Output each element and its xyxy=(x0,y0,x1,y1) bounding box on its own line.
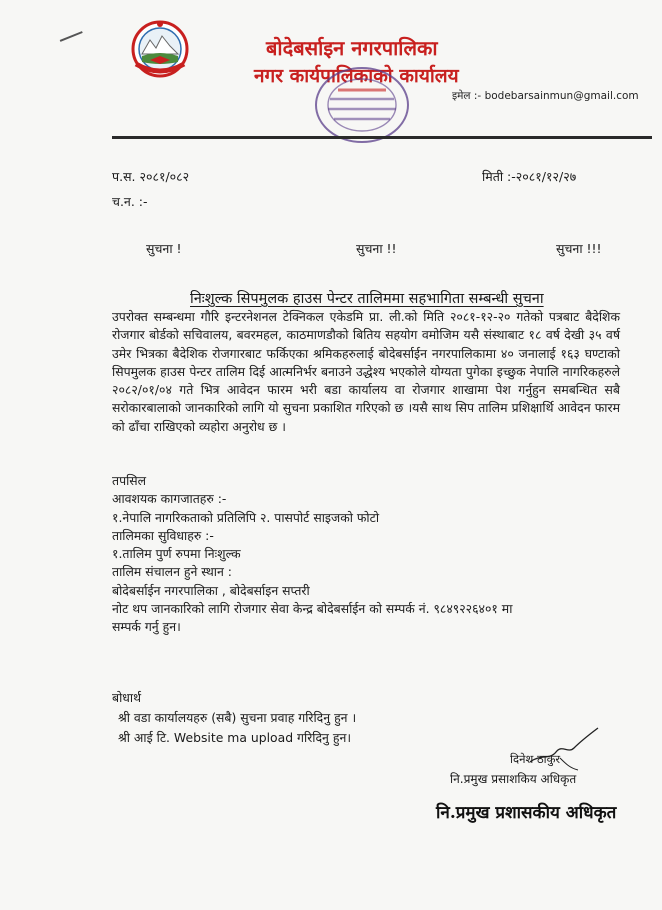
facilities-list: १.तालिम पुर्ण रुपमा निःशुल्क xyxy=(112,546,241,562)
details-section xyxy=(112,472,512,637)
contact-note: नोट थप जानकारिको लागि रोजगार सेवा केन्द्र बोदेबर्साईन को सम्पर्क नं. ९८४९२२६४०१ मा xyxy=(112,601,513,617)
email-line xyxy=(452,89,639,103)
notice-heading-2: सुचना !! xyxy=(356,241,397,256)
letter-date: मिती :-२०८१/१२/२७ xyxy=(482,169,577,184)
facilities-heading: तालिमका सुविधाहरु :- xyxy=(112,527,214,543)
cc-item-it: श्री आई टि. Website ma upload गरिदिनु हुन। xyxy=(118,730,352,745)
details-heading: तपसिल xyxy=(112,473,147,488)
cc-item-ward-offices: श्री वडा कार्यालयहरु (सबै) सुचना प्रवाह गरिदिनु हुन । xyxy=(118,710,357,725)
municipality-name: बोदेबर्साइन नगरपालिका xyxy=(266,36,438,60)
signatory-name: दिनेश ठाकुर xyxy=(510,752,561,766)
notice-heading-1: सुचना ! xyxy=(146,241,182,256)
reference-number: प.स. २०८१/०८२ xyxy=(112,169,190,184)
dispatch-number: च.न. :- xyxy=(112,194,148,209)
cc-section xyxy=(112,688,356,748)
signatory-title: नि.प्रमुख प्रसाशकिय अधिकृत xyxy=(450,772,577,786)
documents-heading: आवशयक कागजातहरु :- xyxy=(112,491,227,507)
designation-stamp: नि.प्रमुख प्रशासकीय अधिकृत xyxy=(436,803,617,823)
office-stamp-icon xyxy=(312,64,412,146)
body-paragraph: उपरोक्त सम्बन्धमा गौरि इन्टरनेशनल टेक्निकल एकेडमि प्रा. ली.को मिति २०८१-१२-२० गतेको पत्रबाट बैदेशिक रोजगार बोर्डको सचिवालय, बवरमहल, काठमाणडौको बितिय सहयोग वमोजिम यसै संस्थाबाट १८ वर्ष देखी ३५ वर्ष उमेर भित्रका बैदेशिक रोजगारबाट फर्किएका श्रमिकहरुलाई बोदेबर्साईन नगरपालिकामा ४० जनालाई १६३ घण्टाको सिपमुलक हाउस पेन्टर तालिम दिई आत्मनिर्भर बनाउने उद्धेश्य भएकोले योग्यता पुगेका इच्छुक नेपालि नागरिकहरुले २०८२/०१/०४ गते भित्र आवेदन फारम भरी बडा कार्यालय वा रोजगार शाखामा पेश गर्नुहुन समबन्धित सबै सरोकारबालाको जानकारिको लागि यो सुचना प्रकाशित गरिएको छ ।यसै साथ सिप तालिम प्रशिक्षार्थि आवेदन फारम को ढाँचा राखिएको व्यहोरा अनुरोध छ । xyxy=(112,309,620,434)
cc-heading: बोधार्थ xyxy=(112,690,142,705)
email-address: bodebarsainmun@gmail.com xyxy=(484,90,639,102)
office-name: नगर कार्यपालिकाको कार्यालय xyxy=(254,65,459,87)
venue-text: बोदेबर्साईन नगरपालिका , बोदेबर्साइन सप्तरी xyxy=(112,582,310,598)
contact-note-end: सम्पर्क गर्नु हुन। xyxy=(112,619,181,635)
header-divider xyxy=(112,136,652,139)
notice-heading-3: सुचना !!! xyxy=(556,241,602,256)
pen-mark xyxy=(60,31,83,41)
documents-list: १.नेपालि नागरिकताको प्रतिलिपि २. पासपोर्ट साइजको फोटो xyxy=(112,509,380,525)
email-label: इमेल :- xyxy=(452,90,482,102)
venue-heading: तालिम संचालन हुने स्थान : xyxy=(112,564,232,580)
nepal-emblem-icon xyxy=(128,16,192,80)
letter-subject: निःशुल्क सिपमुलक हाउस पेन्टर तालिममा सहभागिता सम्बन्धी सुचना xyxy=(190,291,544,307)
